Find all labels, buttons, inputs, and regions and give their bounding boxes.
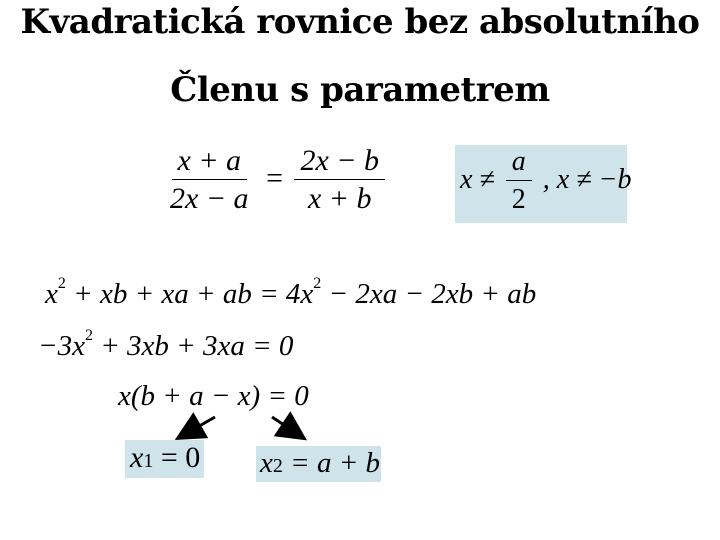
exponent: 2: [84, 327, 93, 345]
right-numerator: 2x − b: [294, 143, 385, 180]
x2-subscript: 2: [272, 455, 283, 477]
step1-term-a: x: [45, 278, 58, 310]
x1-value: = 0: [153, 441, 201, 474]
slide-title-line2: Členu s parametrem: [170, 70, 550, 110]
x2-variable: x: [260, 447, 273, 479]
x-not-equal: x ≠: [460, 163, 495, 195]
condition-denominator: 2: [511, 184, 526, 215]
step-factored-equation: x(b + a − x) = 0: [118, 380, 309, 412]
slide-title-line1: Kvadratická rovnice bez absolutního: [20, 2, 700, 42]
solution-x1: [130, 441, 200, 475]
solution-x2: [260, 447, 380, 480]
x2-value: = a + b: [282, 447, 381, 479]
arrow-left: [180, 417, 215, 437]
left-denominator: 2x − a: [170, 182, 249, 215]
step1-term-c: − 2xa − 2xb + ab: [321, 278, 537, 310]
step2-term-a: −3x: [38, 330, 85, 362]
exponent: 2: [57, 275, 66, 293]
x1-variable: x: [130, 441, 144, 474]
left-numerator: x + a: [172, 143, 248, 180]
condition-numerator: a: [506, 144, 532, 181]
x1-subscript: 1: [143, 450, 154, 472]
step1-term-b: + xb + xa + ab = 4x: [65, 278, 314, 310]
condition-rest: , x ≠ −b: [542, 163, 632, 195]
arrow-right: [272, 417, 302, 437]
exponent: 2: [313, 275, 322, 293]
right-denominator: x + b: [307, 182, 372, 215]
equals-sign: =: [266, 161, 283, 195]
step2-term-b: + 3xb + 3xa = 0: [92, 330, 294, 362]
